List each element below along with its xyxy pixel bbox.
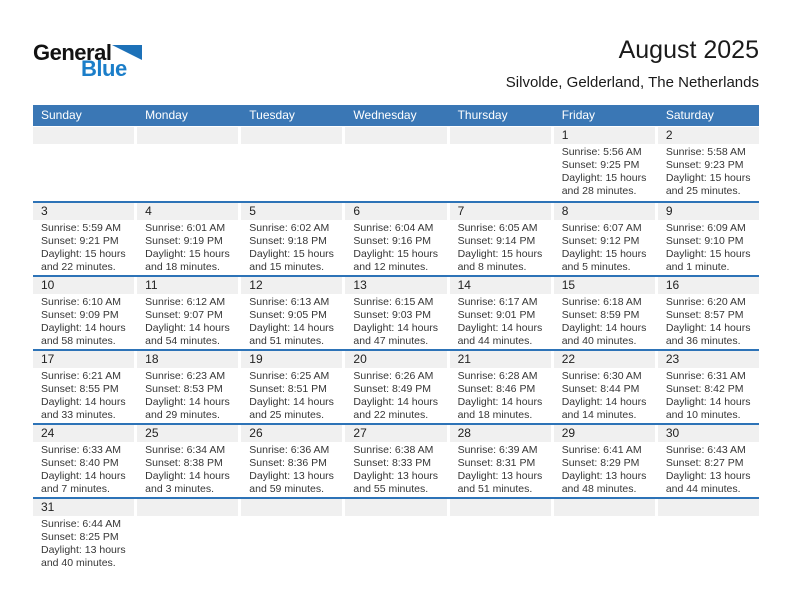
empty-day-cell: [137, 127, 238, 201]
day-details: [241, 294, 342, 348]
day-number: 31: [33, 499, 134, 516]
calendar-day-cell: [554, 425, 655, 497]
day-details: [345, 220, 446, 274]
sunrise-text: Sunrise: 6:17 AM: [457, 296, 538, 308]
daylight-text: Daylight: 15 hours and 22 minutes.: [41, 248, 126, 273]
week-row: [33, 349, 759, 423]
sunrise-text: Sunrise: 5:59 AM: [41, 222, 121, 234]
day-number: [137, 499, 238, 516]
general-blue-logo: [33, 42, 163, 80]
day-details: [658, 144, 759, 198]
sunset-text: Sunset: 9:25 PM: [561, 159, 640, 171]
calendar-day-cell: [658, 277, 759, 349]
sunset-text: Sunset: 8:44 PM: [561, 383, 640, 395]
sunrise-text: Sunrise: 6:33 AM: [41, 444, 121, 456]
sunset-text: Sunset: 9:21 PM: [41, 235, 119, 247]
calendar-day-cell: [33, 425, 134, 497]
sunrise-text: Sunrise: 6:44 AM: [41, 518, 121, 530]
day-number: 3: [33, 203, 134, 220]
sunset-text: Sunset: 9:18 PM: [249, 235, 327, 247]
calendar-day-cell: [658, 203, 759, 275]
daylight-text: Daylight: 13 hours and 55 minutes.: [353, 470, 439, 495]
sunrise-text: Sunrise: 6:09 AM: [665, 222, 746, 234]
sunrise-text: Sunrise: 6:34 AM: [145, 444, 226, 456]
day-number: 25: [137, 425, 238, 442]
weekday-header-row: [33, 105, 759, 126]
page-title: August 2025: [618, 36, 759, 64]
day-details: [33, 442, 134, 496]
empty-day-cell: [33, 127, 134, 201]
sunrise-text: Sunrise: 6:12 AM: [145, 296, 226, 308]
day-details: [450, 220, 551, 274]
calendar-day-cell: [554, 351, 655, 423]
weekday-header-cell: Friday: [561, 108, 596, 122]
sunset-text: Sunset: 9:19 PM: [145, 235, 223, 247]
daylight-text: Daylight: 14 hours and 29 minutes.: [145, 396, 230, 421]
weekday-header-cell: Sunday: [41, 108, 82, 122]
calendar-day-cell: [450, 203, 551, 275]
sunrise-text: Sunrise: 6:41 AM: [561, 444, 642, 456]
sunset-text: Sunset: 8:27 PM: [665, 457, 744, 469]
daylight-text: Daylight: 13 hours and 40 minutes.: [41, 544, 126, 569]
sunset-text: Sunset: 8:38 PM: [145, 457, 223, 469]
calendar-day-cell: [137, 351, 238, 423]
calendar-day-cell: [554, 127, 655, 201]
empty-day-cell: [345, 127, 446, 201]
day-details: [345, 294, 446, 348]
daylight-text: Daylight: 15 hours and 18 minutes.: [145, 248, 230, 273]
sunrise-text: Sunrise: 6:39 AM: [457, 444, 538, 456]
sunrise-text: Sunrise: 6:13 AM: [249, 296, 330, 308]
empty-day-cell: [241, 499, 342, 571]
day-number: 26: [241, 425, 342, 442]
empty-day-cell: [450, 127, 551, 201]
sunset-text: Sunset: 8:36 PM: [249, 457, 327, 469]
daylight-text: Daylight: 14 hours and 51 minutes.: [249, 322, 334, 347]
sunset-text: Sunset: 9:12 PM: [561, 235, 640, 247]
empty-day-cell: [345, 499, 446, 571]
daylight-text: Daylight: 13 hours and 59 minutes.: [249, 470, 334, 495]
empty-day-cell: [241, 127, 342, 201]
sunrise-text: Sunrise: 5:58 AM: [665, 146, 746, 158]
week-row: [33, 423, 759, 497]
daylight-text: Daylight: 15 hours and 12 minutes.: [353, 248, 439, 273]
day-number: 2: [658, 127, 759, 144]
day-number: 9: [658, 203, 759, 220]
day-details: [658, 294, 759, 348]
sunrise-text: Sunrise: 6:26 AM: [353, 370, 434, 382]
empty-day-cell: [137, 499, 238, 571]
daylight-text: Daylight: 14 hours and 22 minutes.: [353, 396, 439, 421]
calendar-day-cell: [241, 277, 342, 349]
day-number: [137, 127, 238, 144]
daylight-text: Daylight: 14 hours and 7 minutes.: [41, 470, 126, 495]
sunset-text: Sunset: 9:10 PM: [665, 235, 744, 247]
week-row: [33, 497, 759, 571]
sunrise-text: Sunrise: 6:31 AM: [665, 370, 746, 382]
day-details: [450, 368, 551, 422]
day-details: [554, 442, 655, 496]
day-number: [345, 127, 446, 144]
day-number: 27: [345, 425, 446, 442]
sunrise-text: Sunrise: 6:05 AM: [457, 222, 538, 234]
day-details: [554, 368, 655, 422]
daylight-text: Daylight: 15 hours and 28 minutes.: [561, 172, 647, 197]
sunrise-text: Sunrise: 6:04 AM: [353, 222, 434, 234]
day-details: [241, 220, 342, 274]
day-details: [450, 442, 551, 496]
calendar-day-cell: [241, 351, 342, 423]
day-number: 1: [554, 127, 655, 144]
sunset-text: Sunset: 8:31 PM: [457, 457, 536, 469]
day-number: 17: [33, 351, 134, 368]
day-number: 30: [658, 425, 759, 442]
weekday-header-cell: Wednesday: [353, 108, 417, 122]
day-number: [450, 127, 551, 144]
day-number: 14: [450, 277, 551, 294]
weekday-header-cell: Monday: [145, 108, 188, 122]
day-number: [450, 499, 551, 516]
sunset-text: Sunset: 9:23 PM: [665, 159, 744, 171]
weekday-header-cell: Thursday: [457, 108, 508, 122]
sunset-text: Sunset: 8:53 PM: [145, 383, 223, 395]
daylight-text: Daylight: 15 hours and 8 minutes.: [457, 248, 543, 273]
calendar-day-cell: [554, 203, 655, 275]
sunrise-text: Sunrise: 6:02 AM: [249, 222, 330, 234]
calendar-day-cell: [137, 203, 238, 275]
calendar-day-cell: [33, 351, 134, 423]
day-number: 13: [345, 277, 446, 294]
day-number: [241, 127, 342, 144]
day-number: 28: [450, 425, 551, 442]
day-number: 10: [33, 277, 134, 294]
calendar-day-cell: [137, 277, 238, 349]
sunset-text: Sunset: 8:29 PM: [561, 457, 640, 469]
sunset-text: Sunset: 8:57 PM: [665, 309, 744, 321]
sunset-text: Sunset: 8:46 PM: [457, 383, 536, 395]
calendar-day-cell: [33, 277, 134, 349]
sunrise-text: Sunrise: 6:20 AM: [665, 296, 746, 308]
sunset-text: Sunset: 8:55 PM: [41, 383, 119, 395]
calendar-day-cell: [450, 277, 551, 349]
weekday-header-cell: Tuesday: [249, 108, 295, 122]
daylight-text: Daylight: 14 hours and 10 minutes.: [665, 396, 751, 421]
daylight-text: Daylight: 14 hours and 54 minutes.: [145, 322, 230, 347]
day-details: [450, 294, 551, 348]
day-number: 18: [137, 351, 238, 368]
week-row: [33, 127, 759, 201]
calendar-day-cell: [450, 351, 551, 423]
day-details: [554, 294, 655, 348]
day-number: 22: [554, 351, 655, 368]
day-details: [345, 442, 446, 496]
day-details: [137, 442, 238, 496]
daylight-text: Daylight: 13 hours and 44 minutes.: [665, 470, 751, 495]
day-number: 4: [137, 203, 238, 220]
daylight-text: Daylight: 13 hours and 48 minutes.: [561, 470, 647, 495]
daylight-text: Daylight: 14 hours and 47 minutes.: [353, 322, 439, 347]
calendar-day-cell: [345, 203, 446, 275]
empty-day-cell: [450, 499, 551, 571]
day-details: [241, 368, 342, 422]
day-number: 15: [554, 277, 655, 294]
day-details: [554, 220, 655, 274]
sunrise-text: Sunrise: 6:21 AM: [41, 370, 121, 382]
calendar-day-cell: [33, 499, 134, 571]
sunset-text: Sunset: 8:59 PM: [561, 309, 640, 321]
day-number: 5: [241, 203, 342, 220]
day-details: [345, 368, 446, 422]
sunset-text: Sunset: 9:14 PM: [457, 235, 536, 247]
daylight-text: Daylight: 15 hours and 15 minutes.: [249, 248, 334, 273]
sunrise-text: Sunrise: 6:23 AM: [145, 370, 226, 382]
day-number: 24: [33, 425, 134, 442]
calendar-day-cell: [658, 127, 759, 201]
daylight-text: Daylight: 15 hours and 1 minute.: [665, 248, 751, 273]
day-details: [554, 144, 655, 198]
title-block: [506, 36, 759, 91]
day-details: [137, 294, 238, 348]
sunrise-text: Sunrise: 6:18 AM: [561, 296, 642, 308]
empty-day-cell: [554, 499, 655, 571]
day-details: [33, 220, 134, 274]
day-number: 12: [241, 277, 342, 294]
sunset-text: Sunset: 8:40 PM: [41, 457, 119, 469]
sunset-text: Sunset: 9:01 PM: [457, 309, 536, 321]
calendar: [33, 105, 759, 571]
sunrise-text: Sunrise: 6:43 AM: [665, 444, 746, 456]
day-details: [658, 368, 759, 422]
sunrise-text: Sunrise: 6:28 AM: [457, 370, 538, 382]
day-details: [137, 368, 238, 422]
day-number: [658, 499, 759, 516]
day-number: [345, 499, 446, 516]
daylight-text: Daylight: 14 hours and 58 minutes.: [41, 322, 126, 347]
calendar-day-cell: [137, 425, 238, 497]
sunrise-text: Sunrise: 5:56 AM: [561, 146, 642, 158]
sunrise-text: Sunrise: 6:25 AM: [249, 370, 330, 382]
daylight-text: Daylight: 15 hours and 25 minutes.: [665, 172, 751, 197]
day-number: [554, 499, 655, 516]
day-details: [137, 220, 238, 274]
calendar-day-cell: [450, 425, 551, 497]
day-number: [33, 127, 134, 144]
calendar-day-cell: [658, 351, 759, 423]
sunset-text: Sunset: 9:03 PM: [353, 309, 432, 321]
day-details: [33, 516, 134, 570]
day-number: 23: [658, 351, 759, 368]
sunset-text: Sunset: 8:42 PM: [665, 383, 744, 395]
day-number: 21: [450, 351, 551, 368]
day-number: 6: [345, 203, 446, 220]
sunset-text: Sunset: 9:07 PM: [145, 309, 223, 321]
sunrise-text: Sunrise: 6:10 AM: [41, 296, 121, 308]
daylight-text: Daylight: 14 hours and 14 minutes.: [561, 396, 647, 421]
sunset-text: Sunset: 8:49 PM: [353, 383, 432, 395]
daylight-text: Daylight: 14 hours and 33 minutes.: [41, 396, 126, 421]
logo-text-blue: Blue: [81, 56, 127, 81]
location-subtitle: Silvolde, Gelderland, The Netherlands: [505, 74, 759, 91]
week-row: [33, 275, 759, 349]
day-details: [33, 368, 134, 422]
sunrise-text: Sunrise: 6:30 AM: [561, 370, 642, 382]
calendar-day-cell: [241, 203, 342, 275]
week-row: [33, 201, 759, 275]
empty-day-cell: [658, 499, 759, 571]
sunrise-text: Sunrise: 6:07 AM: [561, 222, 642, 234]
sunset-text: Sunset: 9:09 PM: [41, 309, 119, 321]
day-number: 16: [658, 277, 759, 294]
day-number: 20: [345, 351, 446, 368]
daylight-text: Daylight: 14 hours and 44 minutes.: [457, 322, 543, 347]
day-number: [241, 499, 342, 516]
sunset-text: Sunset: 8:25 PM: [41, 531, 119, 543]
calendar-grid: [33, 127, 759, 571]
day-number: 8: [554, 203, 655, 220]
day-details: [241, 442, 342, 496]
sunset-text: Sunset: 8:33 PM: [353, 457, 432, 469]
sunrise-text: Sunrise: 6:36 AM: [249, 444, 330, 456]
day-number: 11: [137, 277, 238, 294]
day-details: [33, 294, 134, 348]
daylight-text: Daylight: 14 hours and 3 minutes.: [145, 470, 230, 495]
top-bar: [0, 0, 792, 105]
calendar-day-cell: [554, 277, 655, 349]
daylight-text: Daylight: 14 hours and 18 minutes.: [457, 396, 543, 421]
sunset-text: Sunset: 9:16 PM: [353, 235, 432, 247]
daylight-text: Daylight: 14 hours and 40 minutes.: [561, 322, 647, 347]
sunset-text: Sunset: 9:05 PM: [249, 309, 327, 321]
day-number: 19: [241, 351, 342, 368]
calendar-day-cell: [345, 425, 446, 497]
day-number: 7: [450, 203, 551, 220]
daylight-text: Daylight: 15 hours and 5 minutes.: [561, 248, 647, 273]
calendar-day-cell: [241, 425, 342, 497]
calendar-day-cell: [345, 351, 446, 423]
day-details: [658, 442, 759, 496]
sunrise-text: Sunrise: 6:38 AM: [353, 444, 434, 456]
day-number: 29: [554, 425, 655, 442]
sunrise-text: Sunrise: 6:01 AM: [145, 222, 226, 234]
sunset-text: Sunset: 8:51 PM: [249, 383, 327, 395]
calendar-day-cell: [658, 425, 759, 497]
daylight-text: Daylight: 14 hours and 25 minutes.: [249, 396, 334, 421]
calendar-day-cell: [345, 277, 446, 349]
day-details: [658, 220, 759, 274]
daylight-text: Daylight: 14 hours and 36 minutes.: [665, 322, 751, 347]
logo-text-general: General: [33, 40, 112, 65]
daylight-text: Daylight: 13 hours and 51 minutes.: [457, 470, 543, 495]
weekday-header-cell: Saturday: [665, 108, 714, 122]
calendar-day-cell: [33, 203, 134, 275]
sunrise-text: Sunrise: 6:15 AM: [353, 296, 434, 308]
